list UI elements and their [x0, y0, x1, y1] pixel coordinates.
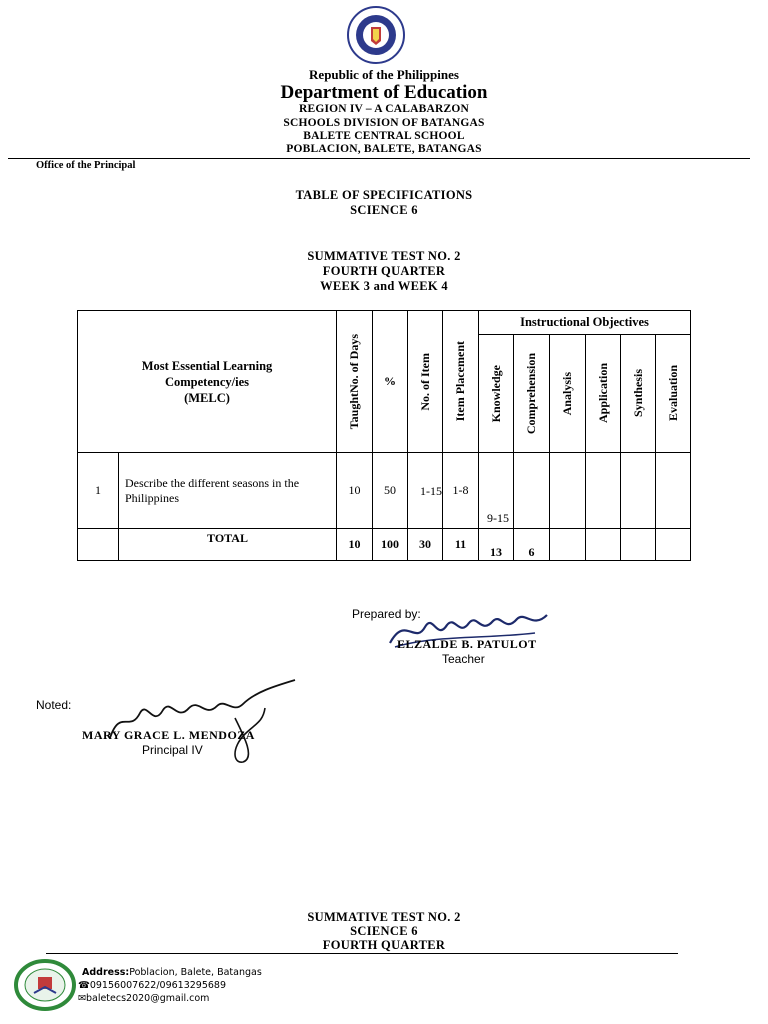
footer-divider: [46, 953, 678, 954]
row-days: 10: [337, 453, 373, 529]
office-label: Office of the Principal: [36, 160, 136, 171]
melc-header: Most Essential Learning Competency/ies (MELC): [78, 311, 337, 453]
preparer-name: ELZALDE B. PATULOT: [397, 637, 537, 651]
knowledge-header: Knowledge: [479, 335, 514, 453]
principal-title: Principal IV: [142, 743, 203, 757]
total-application: [586, 529, 621, 561]
row-application: [586, 453, 621, 529]
footer-address: [82, 967, 262, 978]
total-analysis: [550, 529, 586, 561]
email-address: baletecs2020@gmail.com: [85, 993, 210, 1004]
total-days: 10: [337, 529, 373, 561]
total-evaluation: [656, 529, 691, 561]
total-comprehension: 6: [514, 529, 550, 561]
header-divider: [8, 158, 750, 159]
quarter-title: FOURTH QUARTER: [322, 264, 446, 278]
noted-label: Noted:: [36, 698, 72, 712]
total-knowledge: 13: [479, 529, 514, 561]
bottom-quarter: FOURTH QUARTER: [322, 938, 446, 952]
row-items: 1-15: [408, 453, 443, 529]
bottom-test-title: SUMMATIVE TEST NO. 2: [307, 910, 461, 924]
row-number: 1: [78, 453, 119, 529]
placement-header: Item Placement: [443, 311, 479, 453]
total-synthesis: [621, 529, 656, 561]
email-icon: ✉: [78, 993, 86, 1004]
address-label: Address:: [82, 967, 130, 978]
table-row: [78, 453, 691, 529]
footer-email: [78, 993, 209, 1004]
analysis-header: Analysis: [550, 335, 586, 453]
doc-title: TABLE OF SPECIFICATIONS: [295, 188, 473, 202]
row-placement: 1-8: [443, 453, 479, 529]
bottom-subject: SCIENCE 6: [350, 924, 418, 938]
school-logo: [14, 959, 76, 1011]
school-line: BALETE CENTRAL SCHOOL: [303, 130, 465, 142]
phone-number: 09156007622/09613295689: [89, 980, 227, 991]
objectives-header: Instructional Objectives: [479, 311, 691, 335]
preparer-title: Teacher: [442, 652, 485, 666]
row-synthesis: [621, 453, 656, 529]
total-placement: 11: [443, 529, 479, 561]
specifications-table: [77, 310, 691, 561]
total-blank: [78, 529, 119, 561]
weeks-title: WEEK 3 and WEEK 4: [320, 279, 448, 293]
percent-header: %: [373, 311, 408, 453]
row-competency: Describe the different seasons in the Philippines: [119, 453, 337, 529]
row-analysis: [550, 453, 586, 529]
division-line: SCHOOLS DIVISION OF BATANGAS: [283, 117, 485, 129]
region-line: REGION IV – A CALABARZON: [298, 103, 470, 115]
synthesis-header: Synthesis: [621, 335, 656, 453]
footer-phone: [78, 980, 226, 991]
total-label: TOTAL: [119, 529, 337, 561]
application-header: Application: [586, 335, 621, 453]
school-address-line: POBLACION, BALETE, BATANGAS: [286, 143, 482, 155]
row-comprehension: [514, 453, 550, 529]
deped-seal-logo: [340, 5, 412, 65]
prepared-label: Prepared by:: [352, 607, 421, 621]
republic-line: Republic of the Philippines: [309, 67, 459, 82]
days-header: TaughtNo. of Days: [337, 311, 373, 453]
row-knowledge: 9-15: [479, 453, 514, 529]
evaluation-header: Evaluation: [656, 335, 691, 453]
row-percent: 50: [373, 453, 408, 529]
doc-subject: SCIENCE 6: [350, 203, 418, 217]
comprehension-header: Comprehension: [514, 335, 550, 453]
items-header: No. of Item: [408, 311, 443, 453]
total-items: 30: [408, 529, 443, 561]
row-evaluation: [656, 453, 691, 529]
address-value: Poblacion, Balete, Batangas: [129, 967, 262, 978]
phone-icon: ☎: [78, 980, 90, 991]
total-percent: 100: [373, 529, 408, 561]
department-title: Department of Education: [280, 82, 488, 103]
test-title: SUMMATIVE TEST NO. 2: [307, 249, 461, 263]
principal-name: MARY GRACE L. MENDOZA: [82, 728, 255, 742]
total-row: [78, 529, 691, 561]
